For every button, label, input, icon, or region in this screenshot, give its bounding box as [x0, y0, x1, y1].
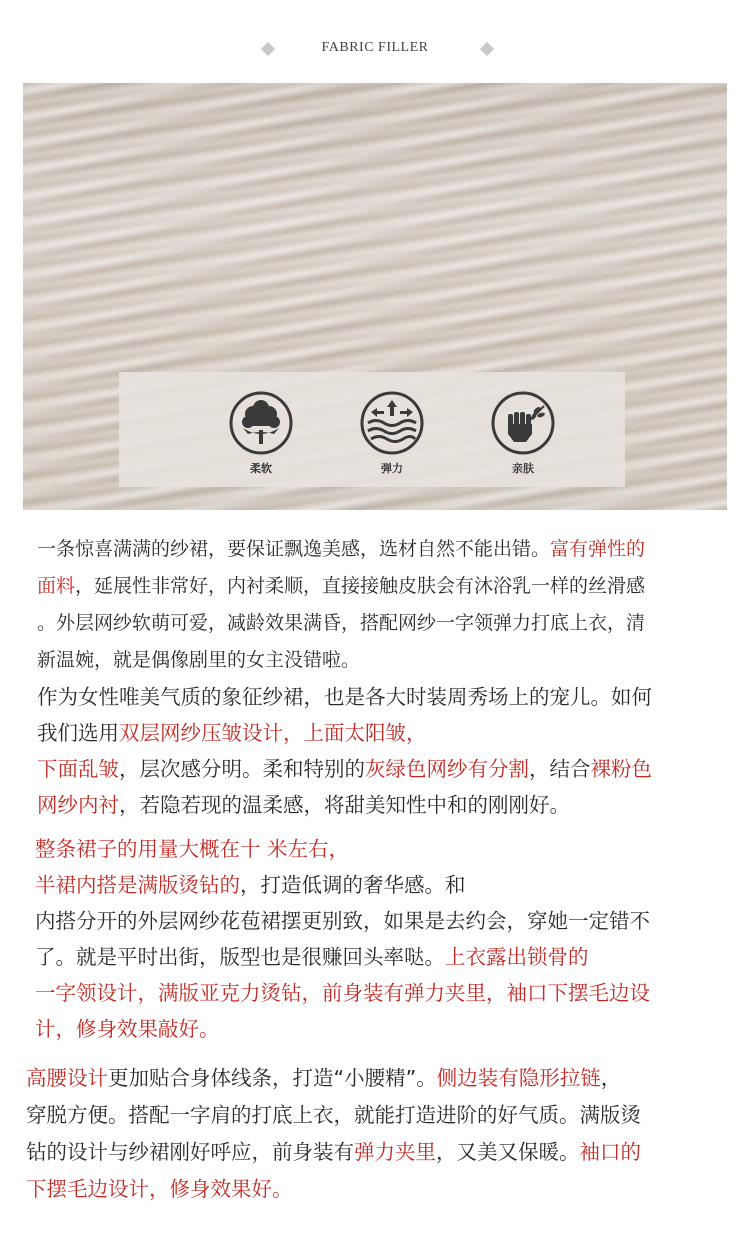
feature-skin-friendly — [483, 390, 563, 478]
description-paragraph-2 — [37, 679, 652, 823]
section-header — [0, 30, 750, 70]
text-line — [26, 1134, 641, 1171]
text-line: 计，修身效果敲好。 — [35, 1017, 220, 1041]
text-line: 一字领设计，满版亚克力烫钻，前身装有弹力夹里，袖口下摆毛边设 — [35, 981, 650, 1005]
stretch-waves-icon — [359, 390, 425, 456]
text-line — [35, 939, 650, 975]
text-span: ，层次感分明。柔和特别的 — [119, 757, 365, 781]
highlight-span: 半裙内搭是满版烫钻的 — [35, 873, 240, 897]
fabric-closeup-image — [23, 83, 727, 510]
text-span: ，打造低调的奢华感。和 — [240, 873, 466, 897]
text-line: 穿脱方便。搭配一字肩的打底上衣，就能打造进阶的好气质。满版烫 — [26, 1103, 641, 1127]
text-span: ， — [600, 1066, 622, 1090]
highlight-span: 灰绿色网纱有分割 — [365, 757, 529, 781]
highlight-span: 面料 — [37, 575, 76, 597]
description-paragraph-3 — [35, 831, 650, 1047]
text-span: 我们选用 — [37, 721, 119, 745]
text-line — [37, 568, 645, 605]
text-line: 内搭分开的外层网纱花苞裙摆更别致，如果是去约会，穿她一定错不 — [35, 909, 650, 933]
text-line — [37, 531, 645, 568]
feature-badge-panel — [119, 372, 625, 487]
highlight-span: 侧边装有隐形拉链 — [436, 1066, 601, 1090]
description-paragraph-1 — [37, 531, 645, 679]
highlight-span: 网纱内衬 — [37, 793, 119, 817]
text-span: 一条惊喜满满的纱裙，要保证飘逸美感，选材自然不能出错。 — [37, 538, 551, 560]
highlight-span: 双层网纱压皱设计，上面太阳皱， — [119, 721, 427, 745]
highlight-span: 上衣露出锁骨的 — [445, 945, 589, 969]
cotton-flower-icon — [228, 390, 294, 456]
description-paragraph-4 — [26, 1060, 641, 1208]
text-span: ，结合 — [529, 757, 591, 781]
text-span: ，延展性非常好，内衬柔顺，直接接触皮肤会有沐浴乳一样的丝滑感 — [75, 575, 646, 597]
text-line — [37, 787, 652, 823]
text-line — [26, 1060, 641, 1097]
feature-stretch — [352, 390, 432, 478]
highlight-span: 袖口的 — [579, 1140, 641, 1164]
text-line: 作为女性唯美气质的象征纱裙，也是各大时装周秀场上的宠儿。如何 — [37, 685, 652, 709]
section-title: FABRIC FILLER — [321, 40, 429, 55]
hand-leaf-icon — [490, 390, 556, 456]
text-line: 新温婉，就是偶像剧里的女主没错啦。 — [37, 649, 361, 671]
text-line — [37, 715, 652, 751]
text-line — [35, 867, 650, 903]
text-span: 钻的设计与纱裙刚好呼应，前身装有 — [26, 1140, 354, 1164]
text-span: 了。就是平时出街，版型也是很赚回头率哒。 — [35, 945, 445, 969]
highlight-span: 下面乱皱 — [37, 757, 119, 781]
highlight-span: 裸粉色 — [590, 757, 652, 781]
text-span: 更加贴合身体线条，打造“小腰精”。 — [108, 1066, 437, 1090]
feature-label: 亲肤 — [512, 462, 534, 475]
highlight-span: 富有弹性的 — [550, 538, 646, 560]
text-line — [37, 751, 652, 787]
feature-label: 弹力 — [381, 462, 403, 475]
feature-label: 柔软 — [250, 462, 272, 475]
text-span: ，又美又保暖。 — [436, 1140, 580, 1164]
highlight-span: 弹力夹里 — [354, 1140, 436, 1164]
text-line: 下摆毛边设计，修身效果好。 — [26, 1177, 293, 1201]
feature-soft — [221, 390, 301, 478]
highlight-span: 高腰设计 — [26, 1066, 108, 1090]
text-span: ，若隐若现的温柔感，将甜美知性中和的刚刚好。 — [119, 793, 570, 817]
text-line: 整条裙子的用量大概在十 米左右， — [35, 837, 350, 861]
text-line: 。外层网纱软萌可爱，减龄效果满昏，搭配网纱一字领弹力打底上衣，清 — [37, 612, 646, 634]
